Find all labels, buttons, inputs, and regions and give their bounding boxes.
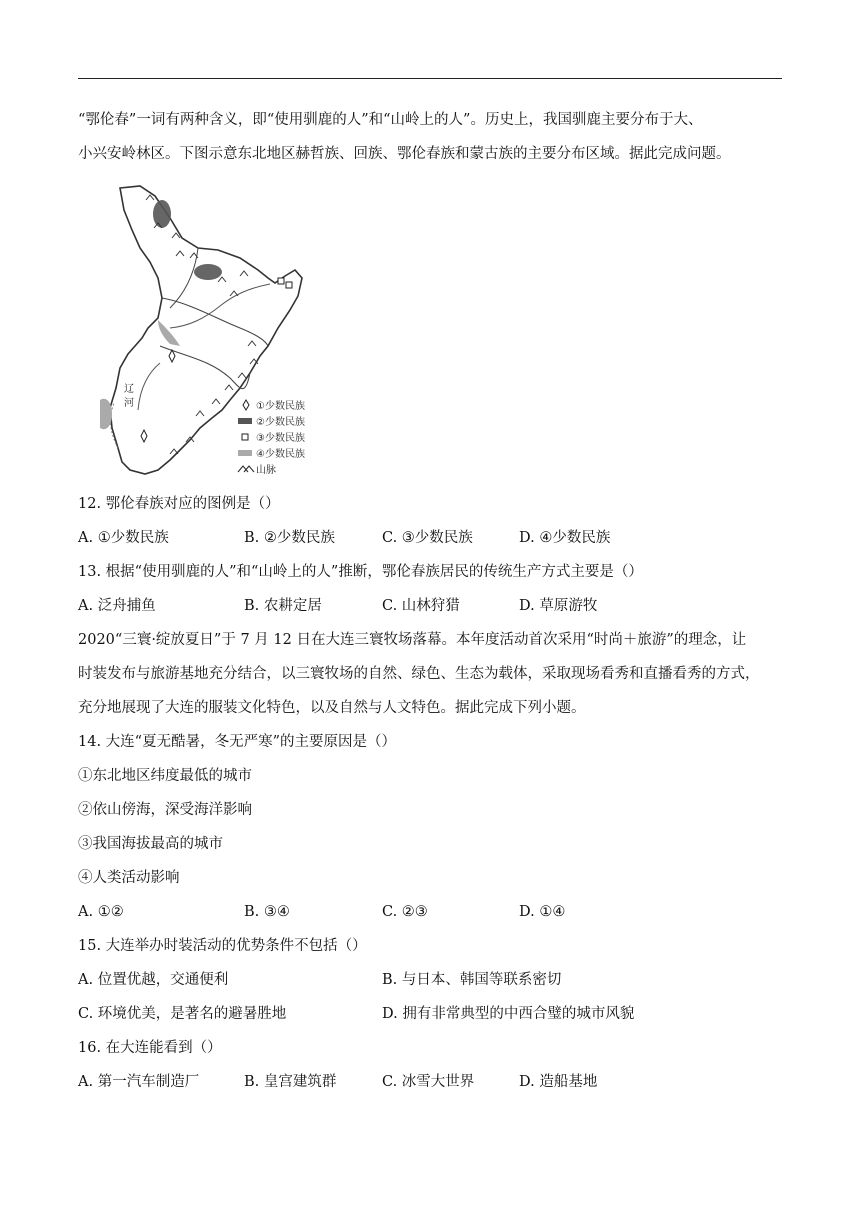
mountain-symbols bbox=[146, 195, 258, 454]
q13-stem: 13. 根据“使用驯鹿的人”和“山岭上的人”推断，鄂伦春族居民的传统生产方式主要是（） bbox=[78, 564, 643, 580]
mountain-icon bbox=[238, 466, 254, 472]
intro1-line2: 小兴安岭林区。下图示意东北地区赫哲族、回族、鄂伦春族和蒙古族的主要分布区域。据此完成问题。 bbox=[78, 146, 731, 162]
q14-item-1: ①东北地区纬度最低的城市 bbox=[78, 768, 252, 784]
q12-stem: 12. 鄂伦春族对应的图例是（） bbox=[78, 496, 280, 512]
dark-patch-2 bbox=[194, 264, 222, 280]
diamond-marker-2 bbox=[141, 430, 147, 442]
q12-option-d: D. ④少数民族 bbox=[519, 530, 611, 546]
light-patch-2 bbox=[100, 399, 112, 429]
q15-option-c: C. 环境优美，是著名的避暑胜地 bbox=[78, 1006, 287, 1022]
q14-item-2: ②依山傍海，深受海洋影响 bbox=[78, 802, 252, 818]
legend-label-5: 山脉 bbox=[256, 465, 276, 476]
q12-option-b: B. ②少数民族 bbox=[244, 530, 335, 546]
q14-option-a: A. ①② bbox=[78, 904, 124, 920]
q13-option-a: A. 泛舟捕鱼 bbox=[78, 598, 156, 614]
q14-option-c: C. ②③ bbox=[382, 904, 428, 920]
diamond-icon bbox=[243, 400, 249, 410]
intro2-line2: 时装发布与旅游基地充分结合，以三寰牧场的自然、绿色、生态为载体，采取现场看秀和直播看秀的方式， bbox=[78, 666, 760, 682]
map-legend bbox=[238, 399, 305, 476]
square-marker-2 bbox=[286, 282, 292, 288]
intro2-line3: 充分地展现了大连的服装文化特色，以及自然与人文特色。据此完成下列小题。 bbox=[78, 700, 586, 716]
q15-option-b: B. 与日本、韩国等联系密切 bbox=[382, 972, 562, 988]
q15-option-d: D. 拥有非常典型的中西合璧的城市风貌 bbox=[382, 1006, 635, 1022]
province-line-1 bbox=[162, 298, 268, 346]
q13-option-c: C. 山林狩猎 bbox=[382, 598, 460, 614]
intro2-line1: 2020“三寰·绽放夏日”于 7 月 12 日在大连三寰牧场落幕。本年度活动首次采用“时尚＋旅游”的理念，让 bbox=[78, 632, 747, 648]
q14-option-d: D. ①④ bbox=[519, 904, 566, 920]
q15-stem: 15. 大连举办时装活动的优势条件不包括（） bbox=[78, 938, 367, 954]
legend-label-1: ①少数民族 bbox=[256, 401, 305, 412]
river-2 bbox=[138, 363, 160, 410]
river-label-1: 辽 bbox=[124, 384, 134, 395]
q16-stem: 16. 在大连能看到（） bbox=[78, 1040, 222, 1056]
dark-patch-icon bbox=[238, 418, 252, 424]
q16-option-a: A. 第一汽车制造厂 bbox=[78, 1074, 200, 1090]
q13-option-b: B. 农耕定居 bbox=[244, 598, 322, 614]
header-rule bbox=[78, 78, 782, 79]
q14-item-3: ③我国海拔最高的城市 bbox=[78, 836, 223, 852]
q14-item-4: ④人类活动影响 bbox=[78, 870, 180, 886]
river-1 bbox=[170, 284, 270, 328]
q13-option-d: D. 草原游牧 bbox=[519, 598, 598, 614]
q16-option-d: D. 造船基地 bbox=[519, 1074, 598, 1090]
dark-patch-1 bbox=[153, 200, 171, 228]
q14-stem: 14. 大连“夏无酷暑，冬无严寒”的主要原因是（） bbox=[78, 734, 396, 750]
light-patch-1 bbox=[158, 320, 180, 346]
legend-label-3: ③少数民族 bbox=[256, 433, 305, 444]
q16-option-c: C. 冰雪大世界 bbox=[382, 1074, 475, 1090]
q12-option-c: C. ③少数民族 bbox=[382, 530, 473, 546]
square-icon bbox=[242, 434, 248, 440]
province-line-3 bbox=[170, 248, 198, 308]
light-patch-icon bbox=[238, 450, 252, 456]
square-marker-1 bbox=[278, 278, 284, 284]
northeast-map bbox=[100, 178, 315, 478]
river-label-2: 河 bbox=[124, 398, 134, 409]
q15-option-a: A. 位置优越，交通便利 bbox=[78, 972, 229, 988]
q16-option-b: B. 皇宫建筑群 bbox=[244, 1074, 337, 1090]
legend-label-4: ④少数民族 bbox=[256, 449, 305, 460]
region-outline bbox=[110, 186, 302, 474]
q14-option-b: B. ③④ bbox=[244, 904, 290, 920]
diamond-marker-1 bbox=[169, 350, 175, 362]
legend-label-2: ②少数民族 bbox=[256, 417, 305, 428]
q12-option-a: A. ①少数民族 bbox=[78, 530, 169, 546]
intro1-line1: “鄂伦春”一词有两种含义，即“使用驯鹿的人”和“山岭上的人”。历史上，我国驯鹿主要分布于大、 bbox=[78, 112, 703, 128]
